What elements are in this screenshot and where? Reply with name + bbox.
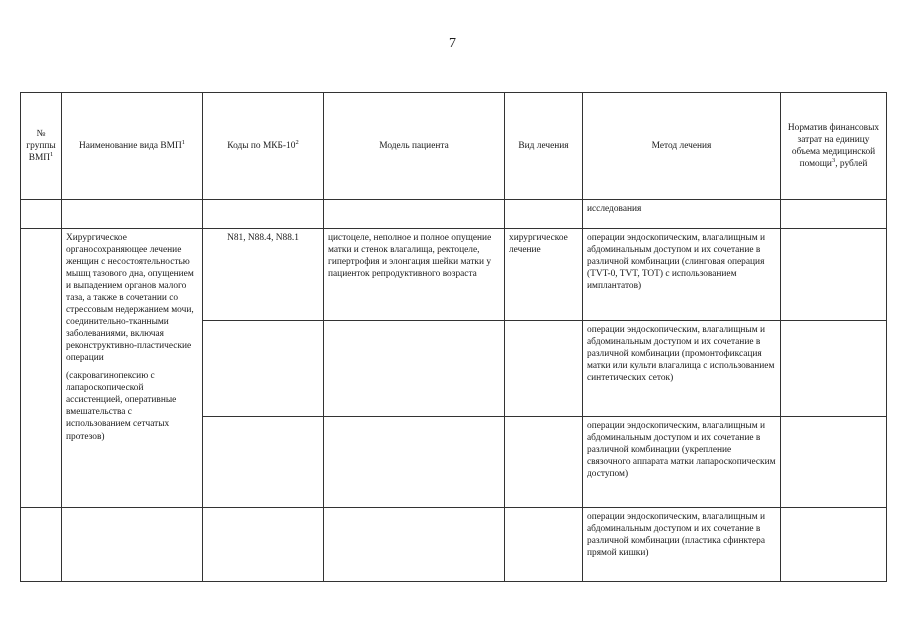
- continuation-row: [21, 200, 887, 229]
- continuation-method: исследования: [583, 200, 781, 229]
- codes-cell: N81, N88.4, N88.1: [203, 229, 324, 321]
- header-model: Модель пациента: [324, 93, 505, 200]
- page-number: 7: [449, 36, 456, 51]
- header-norm: Норматив финансовых затрат на единицу объема медицинской помощи$^3$, рублей: [781, 93, 887, 200]
- method-cell-2: операции эндоскопическим, влагалищным и абдоминальным доступом и их сочетание в различной комбинации (промонтофиксация матки или культи влагалища с использованием синтетических сеток): [583, 321, 781, 417]
- name-cell: [62, 229, 203, 508]
- header-codes: Коды по МКБ-$10^2$: [203, 93, 324, 200]
- table-row: [21, 508, 887, 582]
- header-group: № группы ВМП$^1$: [21, 93, 62, 200]
- model-cell: цистоцеле, неполное и полное опущение матки и стенок влагалища, ректоцеле, гипертрофия и элонгация шейки матки у пациенток репродуктивного возраста: [324, 229, 505, 321]
- method-cell-3: операции эндоскопическим, влагалищным и абдоминальным доступом и их сочетание в различной комбинации (укрепление связочного аппарата матки лапароскопическим доступом): [583, 417, 781, 508]
- group-cell: [21, 229, 62, 508]
- name-paragraph-2: (сакровагинопексию с лапароскопической ассистенцией, оперативные вмешательства с использованием сетчатых протезов): [66, 371, 177, 442]
- vmp-table: [20, 92, 887, 582]
- header-type: Вид лечения: [505, 93, 583, 200]
- method-cell-1: операции эндоскопическим, влагалищным и абдоминальным доступом и их сочетание в различной комбинации (слинговая операция (TVT-0, TVT, TOT) с использованием имплантатов): [583, 229, 781, 321]
- header-method: Метод лечения: [583, 93, 781, 200]
- header-row: [21, 93, 887, 200]
- header-name: Наименование вида ВМП$^1$: [62, 93, 203, 200]
- type-cell: хирургическое лечение: [505, 229, 583, 321]
- method-cell-4: операции эндоскопическим, влагалищным и абдоминальным доступом и их сочетание в различной комбинации (пластика сфинктера прямой кишки): [583, 508, 781, 582]
- table-row: [21, 229, 887, 321]
- norm-cell: [781, 229, 887, 321]
- name-paragraph-1: Хирургическое органосохраняющее лечение женщин с несостоятельностью мышц тазового дна, опущением и выпадением органов малого таза, а также в сочетании со стрессовым недержанием мочи, соединительно-тканными заболеваниями, включая реконструктивно-пластические операции: [66, 233, 194, 364]
